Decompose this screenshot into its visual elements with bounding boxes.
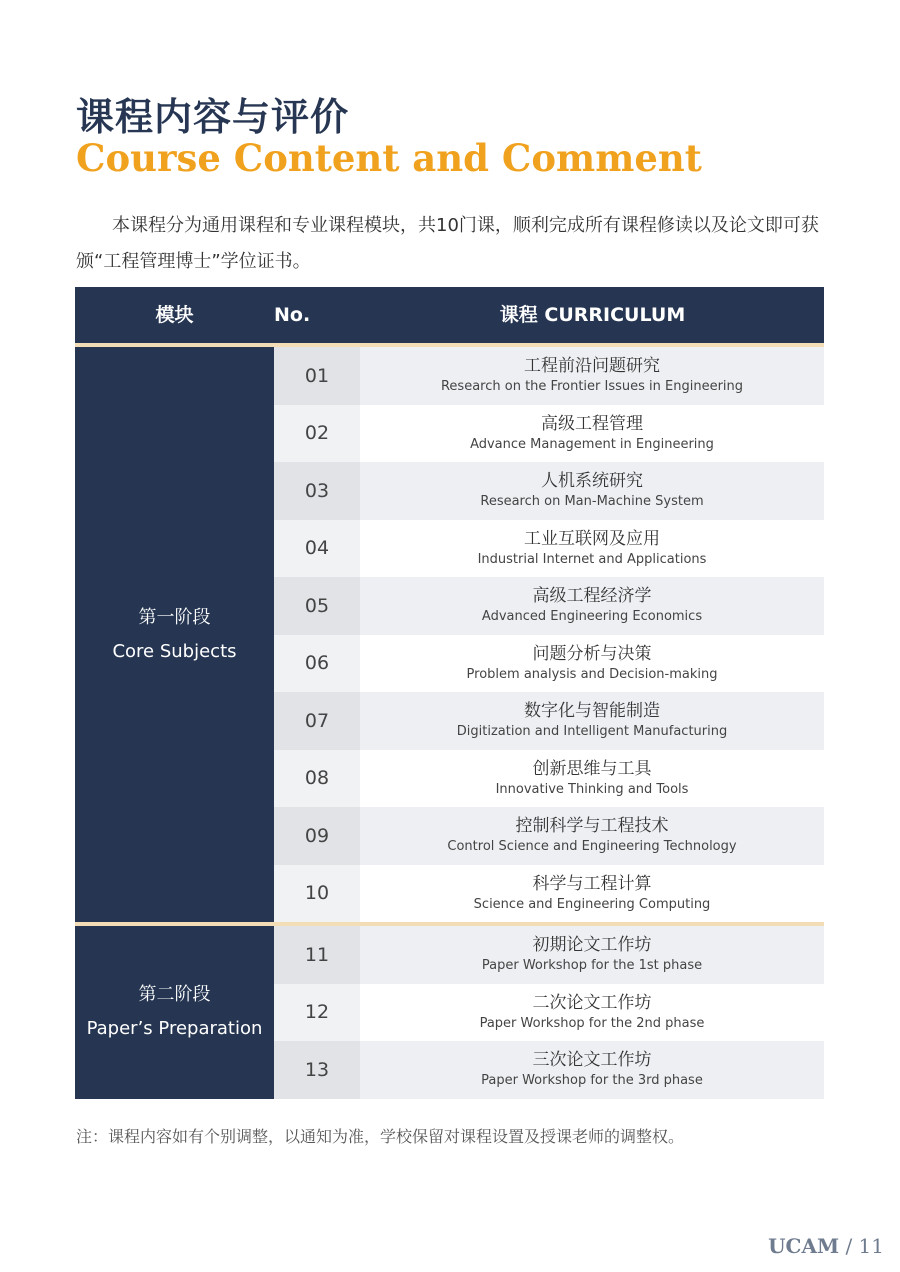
course-number: 03 [274,462,360,520]
course-number: 02 [274,405,360,463]
course-name-cn: 工业互联网及应用 [524,528,660,549]
course-name-cn: 高级工程管理 [541,413,643,434]
stage-name-en: Paper’s Preparation [86,1018,263,1040]
page-title-en: Course Content and Comment [76,136,702,180]
course-name-en: Control Science and Engineering Technology [447,839,737,855]
column-header-no: No. [274,304,311,326]
page-number: 11 [858,1234,884,1258]
course-name-en: Problem analysis and Decision-making [466,666,718,682]
course-name-cn: 人机系统研究 [541,471,643,492]
table-row [274,926,824,984]
course-cell [360,926,824,984]
stage-group-core [75,347,824,922]
course-number: 12 [274,984,360,1042]
course-name-en: Digitization and Intelligent Manufacturing [456,724,728,740]
table-row [274,462,824,520]
footer-brand: UCAM [768,1234,840,1258]
table-row [274,577,824,635]
course-cell [360,520,824,578]
course-name-cn: 初期论文工作坊 [532,935,652,956]
course-name-en: Industrial Internet and Applications [477,551,707,567]
course-name-en: Advance Management in Engineering [470,436,714,452]
table-row [274,807,824,865]
course-rows [274,347,824,922]
course-number: 11 [274,926,360,984]
course-cell [360,865,824,923]
course-name-cn: 创新思维与工具 [532,758,652,779]
course-number: 07 [274,692,360,750]
course-name-en: Research on the Frontier Issues in Engineering [440,379,744,395]
stage-cell [75,347,274,922]
course-rows [274,926,824,1099]
table-row [274,635,824,693]
course-cell [360,1041,824,1099]
column-header-module: 模块 [155,304,194,326]
course-number: 13 [274,1041,360,1099]
course-cell [360,984,824,1042]
course-number: 10 [274,865,360,923]
course-cell [360,807,824,865]
table-header [75,287,824,343]
course-name-cn: 科学与工程计算 [532,873,652,894]
page-footer [768,1234,884,1258]
course-cell [360,347,824,405]
course-name-cn: 数字化与智能制造 [524,701,660,722]
page-title-cn: 课程内容与评价 [76,95,350,139]
course-cell [360,635,824,693]
course-cell [360,405,824,463]
table-row [274,347,824,405]
table-row [274,520,824,578]
stage-name-cn: 第一阶段 [138,606,211,628]
course-name-cn: 工程前沿问题研究 [524,356,660,377]
table-row [274,1041,824,1099]
table-row [274,865,824,923]
footer-separator: / [839,1234,859,1258]
course-name-cn: 问题分析与决策 [532,643,652,664]
stage-cell [75,926,274,1099]
curriculum-table [75,287,824,1099]
course-number: 04 [274,520,360,578]
course-name-en: Innovative Thinking and Tools [495,781,689,797]
table-row [274,750,824,808]
footnote: 注：课程内容如有个别调整，以通知为准，学校保留对课程设置及授课老师的调整权。 [76,1127,685,1146]
course-name-cn: 控制科学与工程技术 [515,816,669,837]
stage-name-cn: 第二阶段 [138,984,211,1006]
course-name-en: Science and Engineering Computing [473,896,711,912]
course-name-cn: 三次论文工作坊 [532,1050,652,1071]
table-row [274,405,824,463]
column-header-course: 课程 CURRICULUM [499,304,686,326]
course-number: 08 [274,750,360,808]
course-number: 01 [274,347,360,405]
course-name-en: Advanced Engineering Economics [481,609,703,625]
stage-group-paper [75,926,824,1099]
course-name-en: Paper Workshop for the 2nd phase [479,1015,705,1031]
course-name-en: Paper Workshop for the 3rd phase [481,1073,703,1089]
course-number: 09 [274,807,360,865]
stage-name-en: Core Subjects [112,640,237,662]
course-name-en: Research on Man-Machine System [480,494,704,510]
course-cell [360,750,824,808]
table-row [274,984,824,1042]
table-row [274,692,824,750]
course-cell [360,692,824,750]
course-cell [360,577,824,635]
intro-paragraph: 本课程分为通用课程和专业课程模块，共10门课，顺利完成所有课程修读以及论文即可获颁“工程管理博士”学位证书。 [76,215,819,272]
course-number: 06 [274,635,360,693]
course-cell [360,462,824,520]
course-name-cn: 高级工程经济学 [532,586,652,607]
course-name-cn: 二次论文工作坊 [532,992,652,1013]
course-number: 05 [274,577,360,635]
course-name-en: Paper Workshop for the 1st phase [481,958,703,974]
